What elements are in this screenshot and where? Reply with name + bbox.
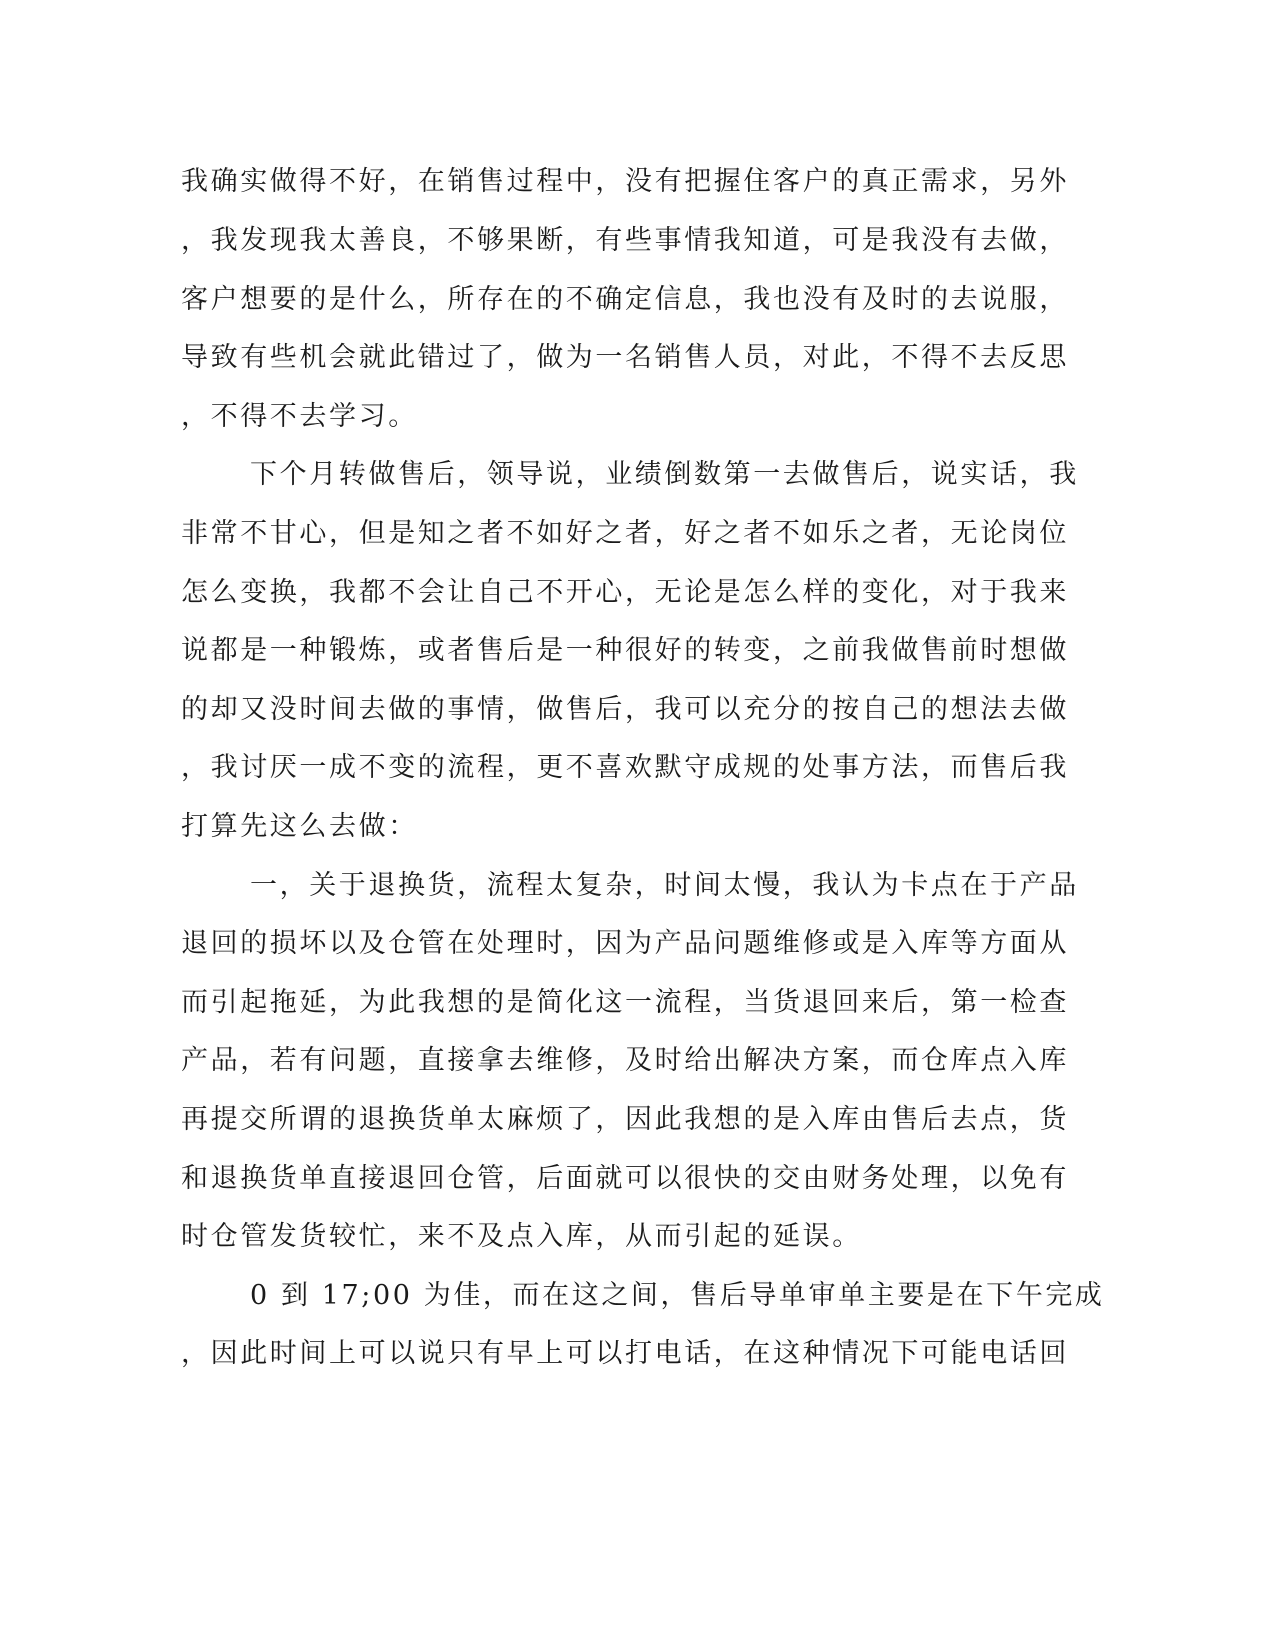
text-line: 非常不甘心，但是知之者不如好之者，好之者不如乐之者，无论岗位 — [181, 518, 1069, 549]
text-line: 说都是一种锻炼，或者售后是一种很好的转变，之前我做售前时想做 — [181, 635, 1069, 666]
paragraph-start-line: 下个月转做售后，领导说，业绩倒数第一去做售后，说实话，我 — [250, 459, 1079, 490]
text-line: 打算先这么去做： — [181, 811, 418, 842]
text-line: 退回的损坏以及仓管在处理时，因为产品问题维修或是入库等方面从 — [181, 928, 1069, 959]
text-line: 我确实做得不好，在销售过程中，没有把握住客户的真正需求，另外 — [181, 166, 1069, 197]
text-line: ，不得不去学习。 — [181, 401, 418, 432]
text-line: ，我讨厌一成不变的流程，更不喜欢默守成规的处事方法，而售后我 — [181, 752, 1069, 783]
text-line: 客户想要的是什么，所存在的不确定信息，我也没有及时的去说服， — [181, 284, 1069, 315]
text-line: 和退换货单直接退回仓管，后面就可以很快的交由财务处理，以免有 — [181, 1163, 1069, 1194]
paragraph-start-line: 一，关于退换货，流程太复杂，时间太慢，我认为卡点在于产品 — [250, 870, 1079, 901]
text-line: 怎么变换，我都不会让自己不开心，无论是怎么样的变化，对于我来 — [181, 577, 1069, 608]
paragraph-start-line: 0 到 17;00 为佳，而在这之间，售后导单审单主要是在下午完成 — [250, 1280, 1105, 1311]
text-line: 产品，若有问题，直接拿去维修，及时给出解决方案，而仓库点入库 — [181, 1045, 1069, 1076]
text-line: 时仓管发货较忙，来不及点入库，从而引起的延误。 — [181, 1221, 862, 1252]
text-line: 而引起拖延，为此我想的是简化这一流程，当货退回来后，第一检查 — [181, 987, 1069, 1018]
text-line: 导致有些机会就此错过了，做为一名销售人员，对此，不得不去反思 — [181, 342, 1069, 373]
text-line: ，因此时间上可以说只有早上可以打电话，在这种情况下可能电话回 — [181, 1338, 1069, 1369]
text-line: 的却又没时间去做的事情，做售后，我可以充分的按自己的想法去做 — [181, 694, 1069, 725]
text-line: ，我发现我太善良，不够果断，有些事情我知道，可是我没有去做， — [181, 225, 1069, 256]
text-line: 再提交所谓的退换货单太麻烦了，因此我想的是入库由售后去点，货 — [181, 1104, 1069, 1135]
